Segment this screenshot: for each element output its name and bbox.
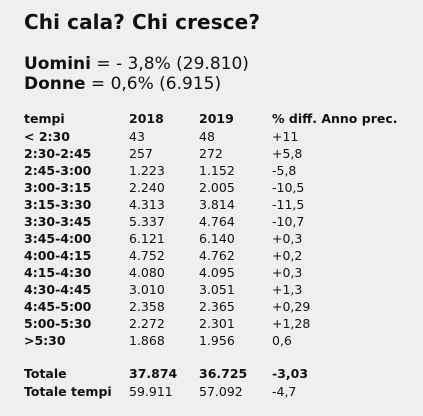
value-2019: 6.140 bbox=[199, 231, 235, 246]
time-range: 4:30-4:45 bbox=[24, 282, 92, 297]
men-label: Uomini bbox=[24, 54, 91, 74]
time-range: 5:00-5:30 bbox=[24, 316, 92, 331]
women-label: Donne bbox=[24, 74, 86, 94]
women-value: = 0,6% (6.915) bbox=[85, 74, 222, 94]
time-range: 2:45-3:00 bbox=[24, 163, 92, 178]
table-row bbox=[24, 264, 405, 281]
value-2018: 4.313 bbox=[129, 197, 165, 212]
percent-difference: -11,5 bbox=[272, 197, 305, 212]
table-section-spacer bbox=[24, 349, 405, 365]
time-range: 2:30-2:45 bbox=[24, 146, 92, 161]
value-2019: 4.095 bbox=[199, 265, 235, 280]
value-2019: 4.762 bbox=[199, 248, 235, 263]
table-row bbox=[24, 281, 405, 298]
value-2018: 1.223 bbox=[129, 163, 165, 178]
percent-difference: +5,8 bbox=[272, 146, 303, 161]
time-range: 4:15-4:30 bbox=[24, 265, 92, 280]
value-2019: 3.814 bbox=[199, 197, 235, 212]
column-header-2019: 2019 bbox=[199, 111, 234, 126]
total-2018: 37.874 bbox=[129, 366, 178, 381]
total-times-label: Totale tempi bbox=[24, 384, 112, 399]
time-range: 4:45-5:00 bbox=[24, 299, 92, 314]
gender-summary bbox=[24, 54, 405, 94]
value-2018: 257 bbox=[129, 146, 153, 161]
value-2019: 2.005 bbox=[199, 180, 235, 195]
table-row bbox=[24, 162, 405, 179]
percent-difference: -10,5 bbox=[272, 180, 305, 195]
value-2018: 6.121 bbox=[129, 231, 165, 246]
time-range: 3:00-3:15 bbox=[24, 180, 92, 195]
time-range: >5:30 bbox=[24, 333, 66, 348]
value-2018: 4.752 bbox=[129, 248, 165, 263]
page-title: Chi cala? Chi cresce? bbox=[24, 10, 261, 34]
table-row bbox=[24, 145, 405, 162]
total-difference: -3,03 bbox=[272, 366, 309, 381]
percent-difference: +11 bbox=[272, 129, 299, 144]
value-2018: 4.080 bbox=[129, 265, 165, 280]
column-header-diff: % diff. Anno prec. bbox=[272, 111, 398, 126]
value-2019: 2.301 bbox=[199, 316, 235, 331]
value-2018: 1.868 bbox=[129, 333, 165, 348]
table-row bbox=[24, 332, 405, 349]
total-row bbox=[24, 365, 405, 383]
percent-difference: +1,3 bbox=[272, 282, 303, 297]
percent-difference: +0,3 bbox=[272, 265, 303, 280]
table-row bbox=[24, 230, 405, 247]
total-times-row bbox=[24, 383, 405, 401]
percent-difference: +1,28 bbox=[272, 316, 311, 331]
value-2019: 3.051 bbox=[199, 282, 235, 297]
women-summary bbox=[24, 74, 405, 94]
percent-difference: +0,29 bbox=[272, 299, 311, 314]
total-label: Totale bbox=[24, 366, 67, 381]
table-row bbox=[24, 247, 405, 264]
men-value: = - 3,8% (29.810) bbox=[90, 54, 249, 74]
percent-difference: -10,7 bbox=[272, 214, 305, 229]
value-2018: 2.358 bbox=[129, 299, 165, 314]
table-row bbox=[24, 213, 405, 230]
column-header-2018: 2018 bbox=[129, 111, 164, 126]
totals-section bbox=[24, 365, 405, 401]
value-2019: 1.152 bbox=[199, 163, 235, 178]
time-range: 4:00-4:15 bbox=[24, 248, 92, 263]
time-range: 3:30-3:45 bbox=[24, 214, 92, 229]
percent-difference: +0,3 bbox=[272, 231, 303, 246]
value-2018: 2.272 bbox=[129, 316, 165, 331]
value-2019: 4.764 bbox=[199, 214, 235, 229]
total-times-2018: 59.911 bbox=[129, 384, 173, 399]
men-summary bbox=[24, 54, 405, 74]
total-times-2019: 57.092 bbox=[199, 384, 243, 399]
value-2018: 2.240 bbox=[129, 180, 165, 195]
percent-difference: 0,6 bbox=[272, 333, 292, 348]
table-row bbox=[24, 128, 405, 145]
table-row bbox=[24, 196, 405, 213]
value-2019: 48 bbox=[199, 129, 215, 144]
time-range: 3:15-3:30 bbox=[24, 197, 92, 212]
table-row bbox=[24, 315, 405, 332]
time-range: 3:45-4:00 bbox=[24, 231, 92, 246]
table-row bbox=[24, 298, 405, 315]
column-header-times: tempi bbox=[24, 111, 65, 126]
percent-difference: +0,2 bbox=[272, 248, 303, 263]
times-table bbox=[24, 110, 405, 401]
table-row bbox=[24, 179, 405, 196]
value-2019: 272 bbox=[199, 146, 223, 161]
value-2019: 1.956 bbox=[199, 333, 235, 348]
total-2019: 36.725 bbox=[199, 366, 248, 381]
value-2018: 43 bbox=[129, 129, 145, 144]
total-times-difference: -4,7 bbox=[272, 384, 297, 399]
value-2019: 2.365 bbox=[199, 299, 235, 314]
time-range: < 2:30 bbox=[24, 129, 70, 144]
table-header-row bbox=[24, 110, 405, 127]
percent-difference: -5,8 bbox=[272, 163, 297, 178]
value-2018: 5.337 bbox=[129, 214, 165, 229]
value-2018: 3.010 bbox=[129, 282, 165, 297]
